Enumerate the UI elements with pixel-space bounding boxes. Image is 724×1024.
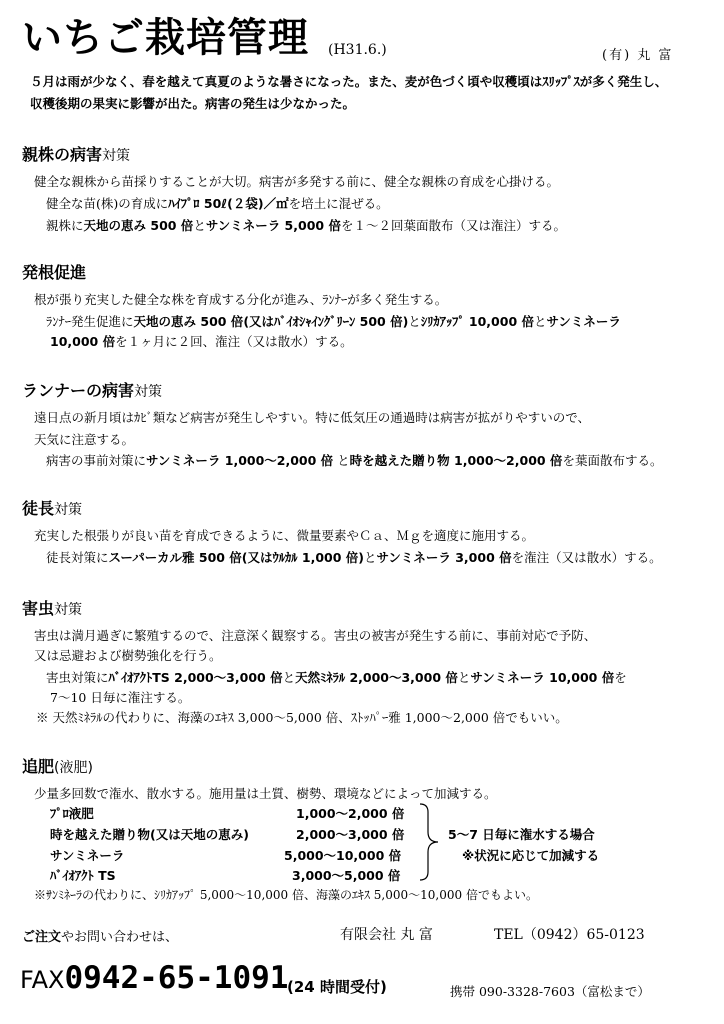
text: と: [193, 218, 206, 233]
section-heading-rooting: 発根促進: [22, 263, 87, 282]
fertilizer-item-rate: 1,000～2,000 倍: [296, 806, 405, 821]
paragraph: 害虫は満月過ぎに繁殖するので、注意深く観察する。害虫の被害が発生する前に、事前対応で予防、: [34, 628, 597, 643]
fertilizer-item-rate: 5,000～10,000 倍: [284, 848, 402, 863]
order-rest: やお問い合わせは、: [61, 930, 179, 945]
text: と: [363, 550, 377, 565]
fax-digits: 0942-65-1091: [64, 960, 289, 996]
heading-text: 親株の病害: [22, 145, 103, 164]
text: を１～２回葉面散布（又は潅注）する。: [340, 218, 566, 233]
text: を１ヶ月に２回、潅注（又は散水）する。: [115, 334, 353, 349]
order-contact-line: [22, 926, 178, 945]
heading-suffix: 対策: [54, 502, 83, 518]
paragraph: 健全な親株から苗採りすることが大切。病害が多発する前に、健全な親株の育成を心掛ける。: [34, 174, 560, 189]
heading-text: 追肥: [22, 757, 55, 776]
paragraph: 又は忌避および樹勢強化を行う。: [34, 648, 222, 663]
product-highlight: ﾊｲﾌﾟﾛ 50ℓ(２袋)／㎡: [168, 196, 289, 211]
fertilizer-item-name: 時を越えた贈り物(又は天地の恵み): [50, 827, 249, 842]
fertilizer-item-name: ﾊﾞｲｵｱｸﾄ TS: [50, 868, 116, 883]
paragraph: [46, 451, 662, 469]
text: 健全な苗(株)の育成に: [46, 196, 169, 211]
fertilizer-item-rate: 2,000～3,000 倍: [296, 827, 405, 842]
fax-hours: (24 時間受付): [287, 978, 387, 996]
section-heading-parent-plant: [22, 142, 130, 165]
text: を葉面散布する。: [562, 453, 663, 468]
text: と: [457, 670, 471, 685]
product-highlight: 10,000 倍: [50, 334, 116, 349]
paragraph: [50, 332, 353, 350]
fax-label: FAX: [20, 966, 65, 994]
note: ※ 天然ﾐﾈﾗﾙの代わりに、海藻のｴｷｽ 3,000～5,000 倍、ｽﾄｯﾊﾟｰ雅 1,000～2,000 倍でもいい。: [36, 710, 568, 725]
fertilizer-item-rate: 3,000～5,000 倍: [292, 868, 401, 883]
product-highlight: ｼﾘｶｱｯﾌﾟ 10,000 倍: [420, 314, 535, 329]
fertilizer-item-name: ﾌﾟﾛ液肥: [50, 806, 94, 821]
product-highlight: サンミネーラ: [546, 314, 621, 329]
text: と: [282, 670, 296, 685]
section-heading-elongation: [22, 496, 82, 519]
product-highlight: スーパーカル雅 500 倍(又はｳﾙｶﾙ 1,000 倍): [108, 550, 364, 565]
paragraph: [46, 216, 566, 234]
text: 病害の事前対策に: [46, 453, 147, 468]
order-label: ご注文: [22, 930, 62, 945]
text: 害虫対策に: [46, 670, 109, 685]
section-heading-fertilizer: [22, 754, 93, 777]
intro-line-2: 収穫後期の果実に影響が出た。病害の発生は少なかった。: [30, 96, 356, 111]
heading-suffix: 対策: [102, 148, 131, 164]
paragraph: 根が張り充実した健全な株を育成する分化が進み、ﾗﾝﾅｰが多く発生する。: [34, 292, 448, 307]
paragraph: 天気に注意する。: [34, 432, 135, 447]
text: 徒長対策に: [46, 550, 109, 565]
paragraph: 充実した根張りが良い苗を育成できるように、微量要素やＣａ、Ｍｇを適度に施用する。: [34, 528, 535, 543]
text: ﾗﾝﾅｰ発生促進に: [46, 314, 134, 329]
paragraph: [46, 312, 621, 330]
telephone: TEL（0942）65-0123: [494, 927, 645, 943]
mobile-phone: 携帯 090-3328-7603（富松まで）: [450, 984, 650, 999]
watering-interval-note: 5～7 日毎に潅水する場合: [448, 827, 595, 842]
product-highlight: 時を越えた贈り物 1,000～2,000 倍: [349, 453, 563, 468]
product-highlight: 天地の恵み 500 倍: [133, 314, 244, 329]
paragraph: 7～10 日毎に潅注する。: [50, 690, 191, 705]
paragraph: [46, 668, 627, 686]
heading-suffix: (液肥): [54, 760, 93, 776]
company-name-top: (有) 丸 富: [602, 48, 674, 63]
heading-text: ランナーの病害: [22, 381, 135, 400]
product-highlight: ﾊﾞｲｵｱｸﾄTS 2,000～3,000 倍: [108, 670, 283, 685]
heading-text: 害虫: [22, 599, 55, 618]
text: と: [333, 453, 350, 468]
note: ※ｻﾝﾐﾈｰﾗの代わりに、ｼﾘｶｱｯﾌﾟ 5,000～10,000 倍、海藻のｴｷｽ 5,000～10,000 倍でもよい。: [34, 888, 538, 902]
paragraph: [46, 194, 389, 212]
heading-text: 徒長: [22, 499, 55, 518]
text: 親株に: [46, 218, 84, 233]
adjust-note: ※状況に応じて加減する: [462, 848, 600, 863]
paragraph: [46, 548, 662, 566]
heading-suffix: 対策: [134, 384, 163, 400]
section-heading-runner: [22, 378, 162, 401]
text: と: [534, 314, 547, 329]
product-highlight: サンミネーラ 1,000～2,000 倍: [146, 453, 334, 468]
text: を培土に混ぜる。: [288, 196, 389, 211]
text: を潅注（又は散水）する。: [511, 550, 662, 565]
product-highlight: サンミネーラ 5,000 倍: [205, 218, 341, 233]
paragraph: 少量多回数で潅水、散水する。施用量は土質、樹勢、環境などによって加減する。: [34, 786, 497, 801]
fertilizer-item-name: サンミネーラ: [50, 848, 125, 863]
company-name: 有限会社 丸 富: [340, 927, 433, 943]
text: と: [408, 314, 421, 329]
fax-number: [20, 960, 288, 996]
issue-date: (H31.6.): [328, 42, 387, 58]
heading-suffix: 対策: [54, 602, 83, 618]
product-highlight: (又はﾊﾞｲｵｼｬｲﾝｸﾞﾘｰﾝ 500 倍): [243, 314, 409, 329]
intro-line-1: ５月は雨が少なく、春を越えて真夏のような暑さになった。また、麦が色づく頃や収穫頃はｽﾘｯﾌﾟｽが多く発生し、: [30, 74, 668, 89]
section-heading-pests: [22, 596, 82, 619]
product-highlight: 天地の恵み 500 倍: [83, 218, 194, 233]
brace-icon: [418, 802, 444, 882]
product-highlight: 天然ﾐﾈﾗﾙ 2,000～3,000 倍: [295, 670, 458, 685]
text: を: [614, 670, 627, 685]
paragraph: 遠日点の新月頃はｶﾋﾞ類など病害が発生しやすい。特に低気圧の通過時は病害が拡がりやすいので、: [34, 410, 591, 425]
page-title: いちご栽培管理: [22, 15, 309, 61]
product-highlight: サンミネーラ 3,000 倍: [376, 550, 512, 565]
product-highlight: サンミネーラ 10,000 倍: [470, 670, 615, 685]
